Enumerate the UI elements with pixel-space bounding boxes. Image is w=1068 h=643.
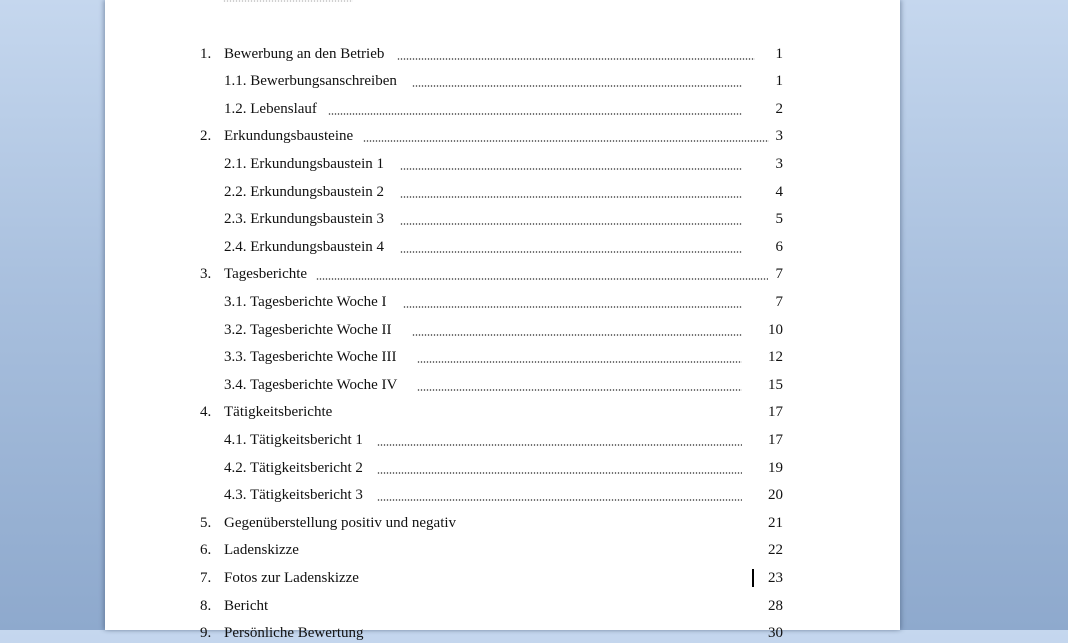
- toc-title: Gegenüberstellung positiv und negativ: [224, 515, 457, 531]
- toc-entry-1[interactable]: [105, 44, 900, 64]
- toc-subtitle: 1.1. Bewerbungsanschreiben: [224, 73, 397, 89]
- toc-page-number: 7: [775, 266, 783, 282]
- toc-page-number: 22: [768, 542, 783, 558]
- toc-entry-2-2[interactable]: [105, 182, 900, 202]
- dot-leader: [316, 278, 768, 280]
- toc-number: 7.: [200, 570, 212, 586]
- toc-entry-2-3[interactable]: [105, 209, 900, 229]
- toc-subtitle: 2.4. Erkundungsbaustein 4: [224, 239, 384, 255]
- toc-entry-3-3[interactable]: [105, 347, 900, 367]
- toc-entry-3-1[interactable]: [105, 292, 900, 312]
- toc-entry-1-1[interactable]: [105, 71, 900, 91]
- toc-entry-3[interactable]: [105, 264, 900, 284]
- toc-entry-8[interactable]: [105, 596, 900, 616]
- dot-leader: [328, 113, 742, 115]
- dot-leader: [400, 223, 742, 225]
- toc-subtitle: 4.1. Tätigkeitsbericht 1: [224, 432, 363, 448]
- toc-number: 4.: [200, 404, 212, 420]
- dot-leader: [363, 140, 769, 142]
- toc-subtitle: 1.2. Lebenslauf: [224, 101, 317, 117]
- toc-number: 2.: [200, 128, 212, 144]
- toc-page-number: 10: [768, 322, 783, 338]
- toc-subtitle: 2.3. Erkundungsbaustein 3: [224, 211, 384, 227]
- toc-title: Bericht: [224, 598, 269, 614]
- dot-leader: [417, 389, 742, 391]
- toc-number: 1.: [200, 46, 212, 62]
- toc-page-number: 20: [768, 487, 783, 503]
- toc-entry-3-4[interactable]: [105, 375, 900, 395]
- toc-title: Ladenskizze: [224, 542, 299, 558]
- dot-leader: [377, 444, 742, 446]
- dot-leader: [400, 196, 742, 198]
- toc-title: Persönliche Bewertung: [224, 625, 364, 641]
- previous-leader-line: [223, 0, 353, 2]
- toc-entry-7[interactable]: [105, 568, 900, 588]
- dot-leader: [412, 334, 742, 336]
- toc-subtitle: 2.2. Erkundungsbaustein 2: [224, 184, 384, 200]
- dot-leader: [377, 472, 742, 474]
- toc-entry-6[interactable]: [105, 540, 900, 560]
- dot-leader: [403, 306, 742, 308]
- toc-title: Tagesberichte: [224, 266, 308, 282]
- document-page[interactable]: [105, 0, 900, 641]
- toc-subtitle: 3.2. Tagesberichte Woche II: [224, 322, 392, 338]
- toc-page-number: 30: [768, 625, 783, 641]
- toc-entry-4-3[interactable]: [105, 485, 900, 505]
- toc-title: Erkundungsbausteine: [224, 128, 354, 144]
- toc-page-number: 15: [768, 377, 783, 393]
- toc-subtitle: 3.4. Tagesberichte Woche IV: [224, 377, 398, 393]
- toc-subtitle: 3.1. Tagesberichte Woche I: [224, 294, 387, 310]
- toc-number: 9.: [200, 625, 212, 641]
- toc-number: 6.: [200, 542, 212, 558]
- toc-entry-4-1[interactable]: [105, 430, 900, 450]
- toc-page-number: 6: [775, 239, 783, 255]
- toc-subtitle: 4.2. Tätigkeitsbericht 2: [224, 460, 363, 476]
- toc-page-number: 1: [775, 46, 783, 62]
- dot-leader: [400, 168, 742, 170]
- dot-leader: [400, 251, 742, 253]
- dot-leader: [412, 85, 742, 87]
- toc-page-number: 21: [768, 515, 783, 531]
- toc-number: 3.: [200, 266, 212, 282]
- toc-page-number: 7: [775, 294, 783, 310]
- toc-entry-1-2[interactable]: [105, 99, 900, 119]
- dot-leader: [417, 361, 742, 363]
- toc-entry-2-1[interactable]: [105, 154, 900, 174]
- dot-leader: [397, 58, 755, 60]
- toc-subtitle: 4.3. Tätigkeitsbericht 3: [224, 487, 363, 503]
- toc-page-number: 19: [768, 460, 783, 476]
- toc-page-number: 3: [775, 128, 783, 144]
- toc-title: Fotos zur Ladenskizze: [224, 570, 359, 586]
- toc-page-number: 23: [768, 570, 783, 586]
- toc-entry-2-4[interactable]: [105, 237, 900, 257]
- toc-entry-4[interactable]: [105, 402, 900, 422]
- toc-entry-9[interactable]: [105, 623, 900, 643]
- toc-page-number: 4: [775, 184, 783, 200]
- toc-entry-4-2[interactable]: [105, 458, 900, 478]
- toc-number: 8.: [200, 598, 212, 614]
- toc-title: Bewerbung an den Betrieb: [224, 46, 385, 62]
- toc-page-number: 3: [775, 156, 783, 172]
- toc-page-number: 17: [768, 432, 783, 448]
- toc-page-number: 12: [768, 349, 783, 365]
- toc-page-number: 5: [775, 211, 783, 227]
- toc-page-number: 2: [775, 101, 783, 117]
- text-cursor: [752, 569, 754, 587]
- toc-subtitle: 3.3. Tagesberichte Woche III: [224, 349, 397, 365]
- dot-leader: [377, 499, 742, 501]
- toc-entry-3-2[interactable]: [105, 320, 900, 340]
- toc-page-number: 28: [768, 598, 783, 614]
- toc-subtitle: 2.1. Erkundungsbaustein 1: [224, 156, 384, 172]
- toc-entry-2[interactable]: [105, 126, 900, 146]
- toc-number: 5.: [200, 515, 212, 531]
- toc-entry-5[interactable]: [105, 513, 900, 533]
- toc-page-number: 1: [775, 73, 783, 89]
- toc-title: Tätigkeitsberichte: [224, 404, 333, 420]
- toc-page-number: 17: [768, 404, 783, 420]
